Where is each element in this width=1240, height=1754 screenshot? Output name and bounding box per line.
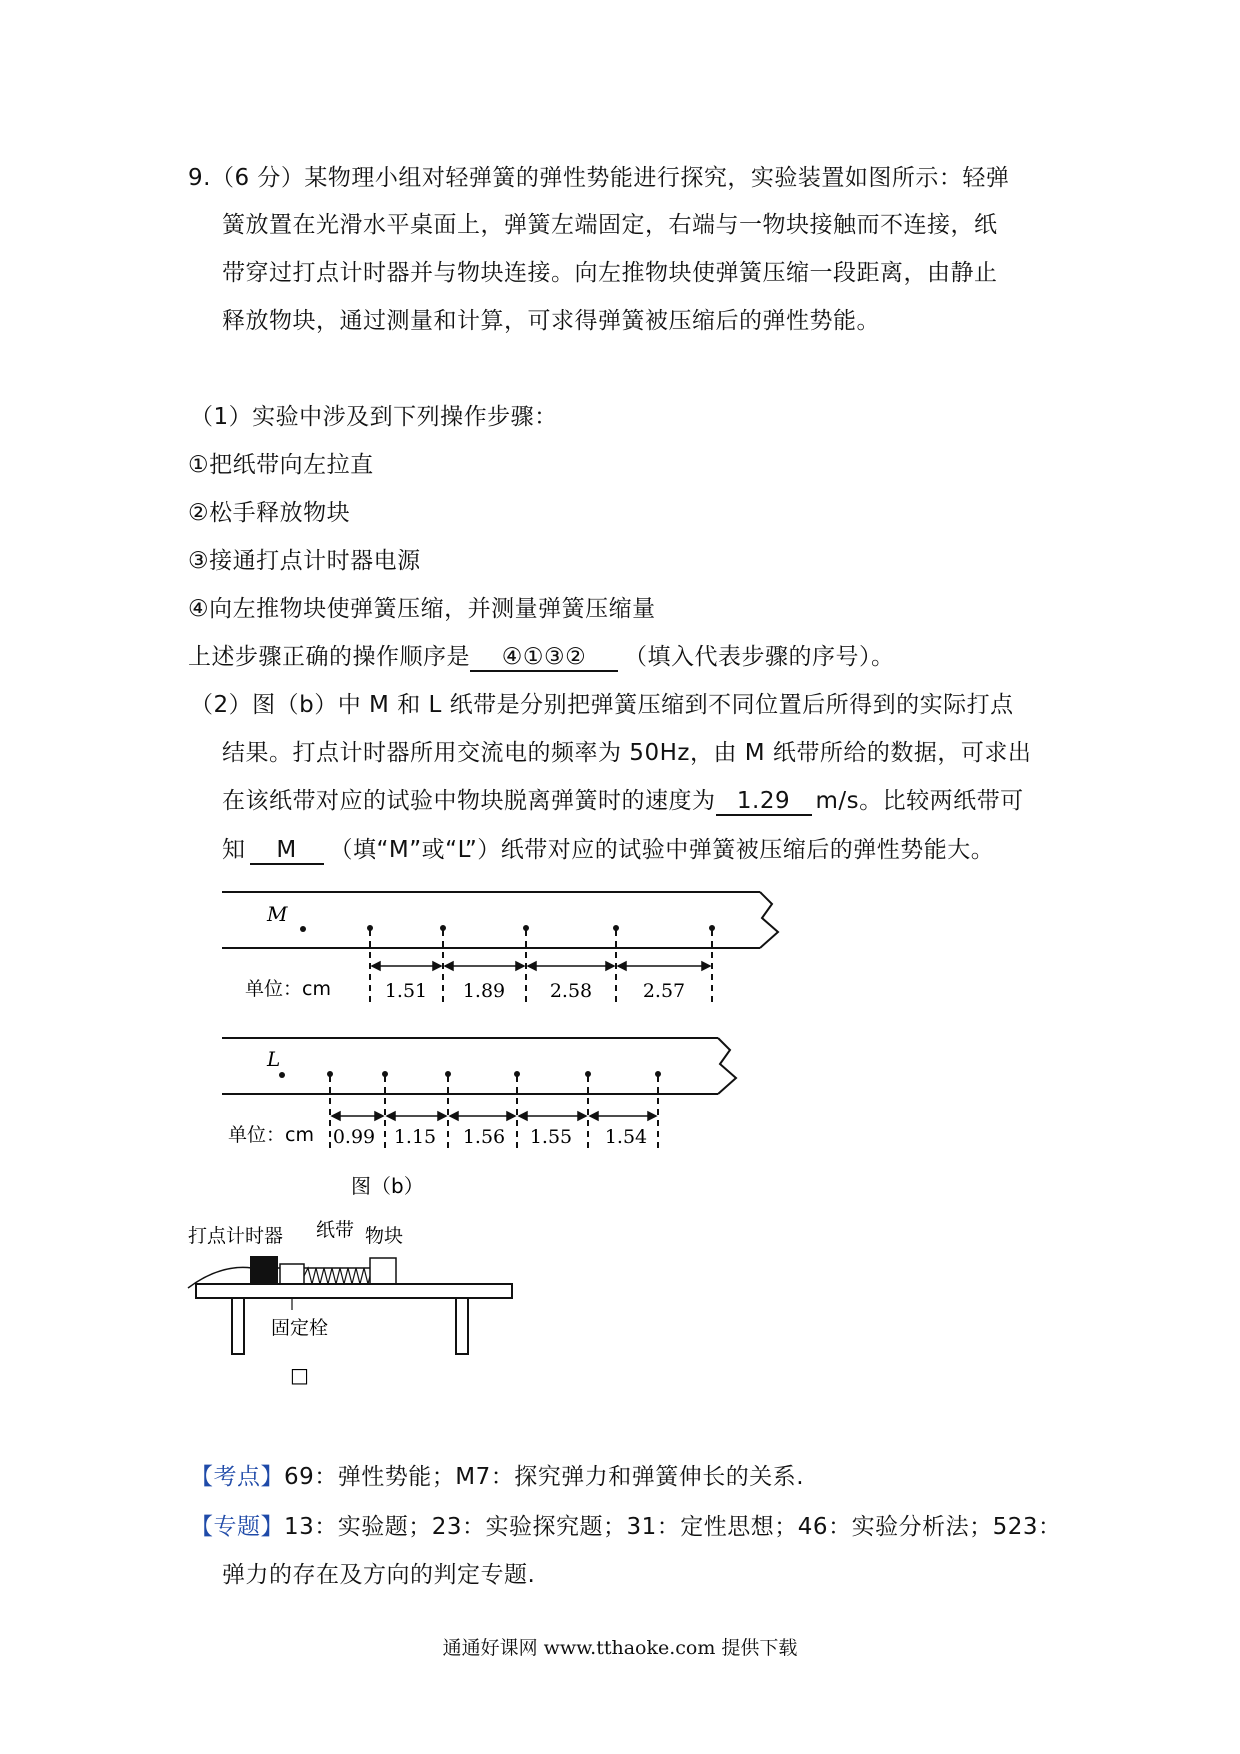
block-label: 物块	[365, 1225, 404, 1247]
tape-m-label: M	[267, 902, 288, 926]
tape-m-segment: 1.51	[384, 980, 428, 1002]
part2-line-4	[222, 835, 994, 865]
peg-label: 固定栓	[271, 1317, 329, 1339]
problem-line-1: 9.（6 分）某物理小组对轻弹簧的弹性势能进行探究，实验装置如图所示：轻弹	[188, 165, 1010, 191]
problem-line-3: 带穿过打点计时器并与物块连接。向左推物块使弹簧压缩一段距离，由静止	[222, 260, 998, 286]
tape-m-arrows	[372, 962, 710, 970]
tape-l	[222, 1038, 736, 1094]
tape-l-start-dot	[279, 1072, 285, 1078]
tape-l-segment: 1.15	[393, 1126, 437, 1148]
answer-speed: 1.29	[716, 788, 812, 816]
tape-label: 纸带	[316, 1219, 355, 1241]
part1-intro: （1）实验中涉及到下列操作步骤：	[190, 404, 558, 430]
answer-tape: M	[250, 837, 324, 865]
zhuanti-line-2: 弹力的存在及方向的判定专题.	[222, 1562, 536, 1588]
part2-line-3-suffix: m/s。比较两纸带可	[815, 788, 1024, 814]
tape-m-dot	[523, 925, 529, 931]
zhuanti-text: 13：实验题；23：实验探究题；31：定性思想；46：实验分析法；523：	[284, 1514, 1062, 1540]
tape-l-unit: 单位：cm	[228, 1124, 314, 1146]
part2-line-2: 结果。打点计时器所用交流电的频率为 50Hz，由 M 纸带所给的数据，可求出	[222, 740, 1032, 766]
table-top	[196, 1284, 512, 1298]
page-footer: 通通好课网 www.tthaoke.com 提供下载	[442, 1637, 798, 1659]
table-leg-left	[232, 1298, 244, 1354]
apparatus	[188, 1219, 512, 1387]
tape-l-arrows	[332, 1112, 656, 1120]
tape-l-dot	[585, 1071, 591, 1077]
step-2: ②松手释放物块	[188, 500, 351, 526]
tape-m	[222, 892, 778, 948]
zhuanti-line	[190, 1512, 1061, 1542]
paper-tape-curve	[188, 1267, 370, 1288]
tape-m-segment: 1.89	[462, 980, 506, 1002]
part2-line-4-prefix: 知	[222, 837, 246, 863]
tape-m-segment: 2.57	[642, 980, 686, 1002]
tape-m-ticks	[370, 930, 712, 1004]
tape-m-dot	[709, 925, 715, 931]
tape-m-dot	[367, 925, 373, 931]
timer-label: 打点计时器	[188, 1225, 284, 1247]
kaodian-line	[190, 1462, 804, 1492]
tape-m-unit: 单位：cm	[245, 978, 331, 1000]
part2-line-3-prefix: 在该纸带对应的试验中物块脱离弹簧时的速度为	[222, 788, 716, 814]
tape-l-dot	[327, 1071, 333, 1077]
tape-l-ticks	[330, 1076, 658, 1150]
tape-l-segment: 1.55	[529, 1126, 573, 1148]
spring	[304, 1268, 370, 1284]
tape-m-start-dot	[300, 926, 306, 932]
tape-m-dot	[440, 925, 446, 931]
part2-line-1: （2）图（b）中 M 和 L 纸带是分别把弹簧压缩到不同位置后所得到的实际打点	[190, 692, 1014, 718]
object-block	[370, 1258, 396, 1284]
part1-question-suffix: （填入代表步骤的序号）。	[624, 644, 895, 670]
tape-l-dot	[382, 1071, 388, 1077]
kaodian-text: 69：弹性势能；M7：探究弹力和弹簧伸长的关系.	[284, 1464, 805, 1490]
kaodian-bracket: 【考点】	[190, 1464, 284, 1490]
fixed-peg	[280, 1264, 304, 1284]
tape-l-dot	[514, 1071, 520, 1077]
step-3: ③接通打点计时器电源	[188, 548, 421, 574]
answer-order: ④①③②	[470, 644, 618, 672]
part1-question	[188, 642, 895, 672]
tape-l-dot	[445, 1071, 451, 1077]
part2-line-4-suffix: （填“M”或“L”）纸带对应的试验中弹簧被压缩后的弹性势能大。	[329, 837, 995, 863]
tape-l-segment: 1.56	[462, 1126, 506, 1148]
part1-question-prefix: 上述步骤正确的操作顺序是	[188, 644, 470, 670]
problem-line-4: 释放物块，通过测量和计算，可求得弹簧被压缩后的弹性势能。	[222, 308, 880, 334]
timer-block	[250, 1256, 278, 1284]
step-1: ①把纸带向左拉直	[188, 452, 374, 478]
tape-m-segment: 2.58	[549, 980, 593, 1002]
tape-m-dot	[613, 925, 619, 931]
tape-l-dot	[655, 1071, 661, 1077]
tape-l-segment: 1.54	[604, 1126, 648, 1148]
tape-l-segment: 0.99	[332, 1126, 376, 1148]
step-4: ④向左推物块使弹簧压缩，并测量弹簧压缩量	[188, 596, 656, 622]
zhuanti-bracket: 【专题】	[190, 1514, 284, 1540]
sub-mark: □	[290, 1363, 309, 1387]
tape-l-label: L	[267, 1047, 281, 1071]
problem-line-2: 簧放置在光滑水平桌面上，弹簧左端固定，右端与一物块接触而不连接，纸	[222, 212, 998, 238]
table-leg-right	[456, 1298, 468, 1354]
part2-line-3	[222, 786, 1024, 816]
figure-b-caption: 图（b）	[351, 1174, 424, 1198]
